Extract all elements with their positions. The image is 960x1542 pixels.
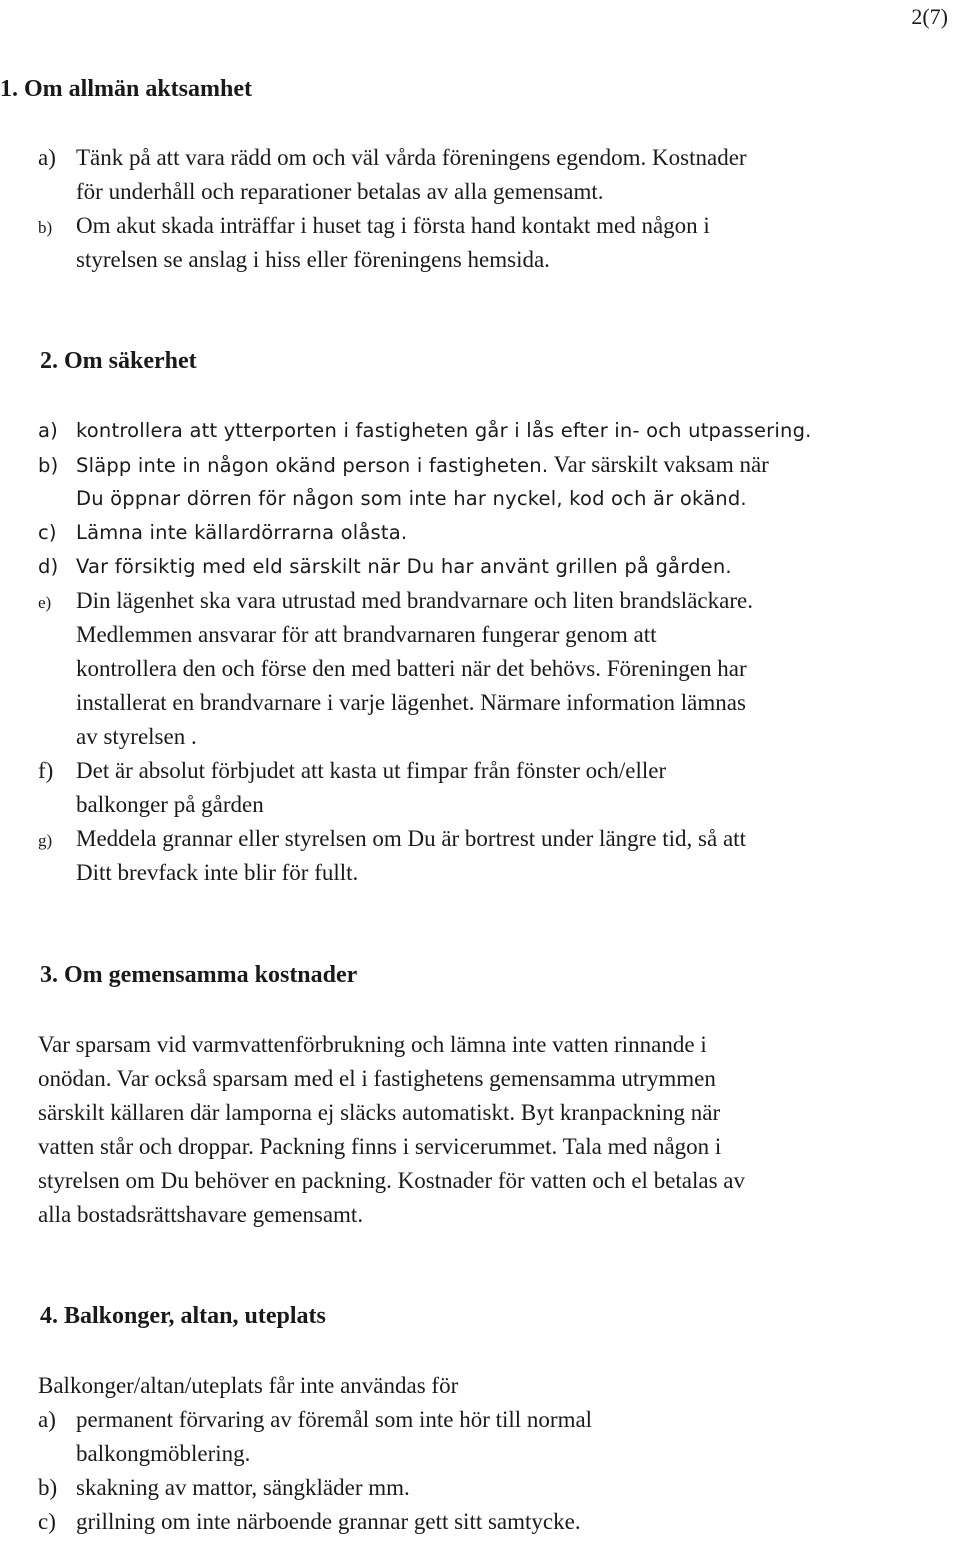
list-item-cont: [38, 175, 603, 209]
paragraph-line: Balkonger/altan/uteplats får inte användas för: [38, 1373, 459, 1398]
list-marker: d): [38, 555, 59, 578]
item-text: Meddela grannar eller styrelsen om Du är bortrest under längre tid, så att: [76, 826, 746, 851]
list-marker: b): [38, 1475, 58, 1500]
list-item: [38, 550, 732, 584]
section-3-heading: 3. Om gemensamma kostnader: [40, 962, 358, 988]
list-item-cont: [38, 686, 746, 720]
item-text: permanent förvaring av föremål som inte hör till normal: [76, 1407, 593, 1432]
paragraph-line: Var sparsam vid varmvattenförbrukning och lämna inte vatten rinnande i: [38, 1032, 707, 1057]
list-item-cont: [38, 482, 747, 516]
section-4-heading: 4. Balkonger, altan, uteplats: [40, 1303, 326, 1329]
list-marker: a): [38, 419, 58, 442]
item-text: Var försiktig med eld särskilt när Du har använt grillen på gården.: [76, 555, 732, 578]
list-item-cont: [38, 720, 197, 754]
list-marker: b): [38, 218, 53, 237]
item-text: av styrelsen .: [76, 724, 197, 749]
item-text: Det är absolut förbjudet att kasta ut fimpar från fönster och/eller: [76, 758, 667, 783]
list-marker: f): [38, 758, 54, 783]
list-marker: a): [38, 145, 56, 170]
paragraph-line: vatten står och droppar. Packning finns i servicerummet. Tala med någon i: [38, 1134, 722, 1159]
item-text: för underhåll och reparationer betalas av alla gemensamt.: [76, 179, 604, 204]
list-marker: b): [38, 454, 59, 477]
item-text: Ditt brevfack inte blir för fullt.: [76, 860, 359, 885]
paragraph-line: särskilt källaren där lamporna ej släcks automatiskt. Byt kranpackning när: [38, 1100, 721, 1125]
item-text: Var särskilt vaksam när: [548, 452, 769, 477]
paragraph-line: styrelsen om Du behöver en packning. Kostnader för vatten och el betalas av: [38, 1168, 746, 1193]
list-item-cont: [38, 856, 358, 890]
list-item: [38, 209, 710, 245]
list-marker: c): [38, 521, 57, 544]
section-1-heading: 1. Om allmän aktsamhet: [0, 76, 252, 102]
list-item: [38, 1403, 592, 1437]
page-number: 2(7): [911, 4, 948, 29]
section-2-heading: 2. Om säkerhet: [40, 348, 197, 374]
list-item-cont: [38, 652, 747, 686]
list-marker: a): [38, 1407, 56, 1432]
list-item: [38, 584, 753, 620]
item-text: Släpp inte in någon okänd person i fastigheten.: [76, 454, 549, 477]
paragraph-line: alla bostadsrättshavare gemensamt.: [38, 1202, 364, 1227]
list-item-cont: [38, 1437, 250, 1471]
item-text: kontrollera den och förse den med batteri när det behövs. Föreningen har: [76, 656, 747, 681]
list-marker: e): [38, 593, 52, 612]
item-text: styrelsen se anslag i hiss eller föreningens hemsida.: [76, 247, 550, 272]
item-text: Du öppnar dörren för någon som inte har nyckel, kod och är okänd.: [76, 487, 747, 510]
item-text: Tänk på att vara rädd om och väl vårda föreningens egendom. Kostnader: [76, 145, 747, 170]
item-text: balkongmöblering.: [76, 1441, 251, 1466]
item-text: grillning om inte närboende grannar gett sitt samtycke.: [76, 1509, 581, 1534]
list-item: [38, 1471, 410, 1505]
item-text: Din lägenhet ska vara utrustad med brandvarnare och liten brandsläckare.: [76, 588, 753, 613]
item-text: Medlemmen ansvarar för att brandvarnaren fungerar genom att: [76, 622, 657, 647]
list-item: [38, 414, 812, 448]
list-item: [38, 1505, 581, 1539]
list-marker: g): [38, 831, 53, 850]
list-item: [38, 754, 666, 788]
list-marker: c): [38, 1509, 56, 1534]
list-item: [38, 448, 769, 483]
list-item: [38, 141, 747, 175]
item-text: installerat en brandvarnare i varje lägenhet. Närmare information lämnas: [76, 690, 746, 715]
item-text: kontrollera att ytterporten i fastigheten går i lås efter in- och utpassering.: [76, 419, 812, 442]
item-text: skakning av mattor, sängkläder mm.: [76, 1475, 410, 1500]
list-item: [38, 822, 746, 858]
item-text: Om akut skada inträffar i huset tag i första hand kontakt med någon i: [76, 213, 710, 238]
list-item: [38, 516, 407, 550]
item-text: balkonger på gården: [76, 792, 264, 817]
paragraph-line: onödan. Var också sparsam med el i fastighetens gemensamma utrymmen: [38, 1066, 716, 1091]
item-text: Lämna inte källardörrarna olåsta.: [76, 521, 408, 544]
list-item-cont: [38, 243, 550, 277]
list-item-cont: [38, 788, 264, 822]
list-item-cont: [38, 618, 657, 652]
